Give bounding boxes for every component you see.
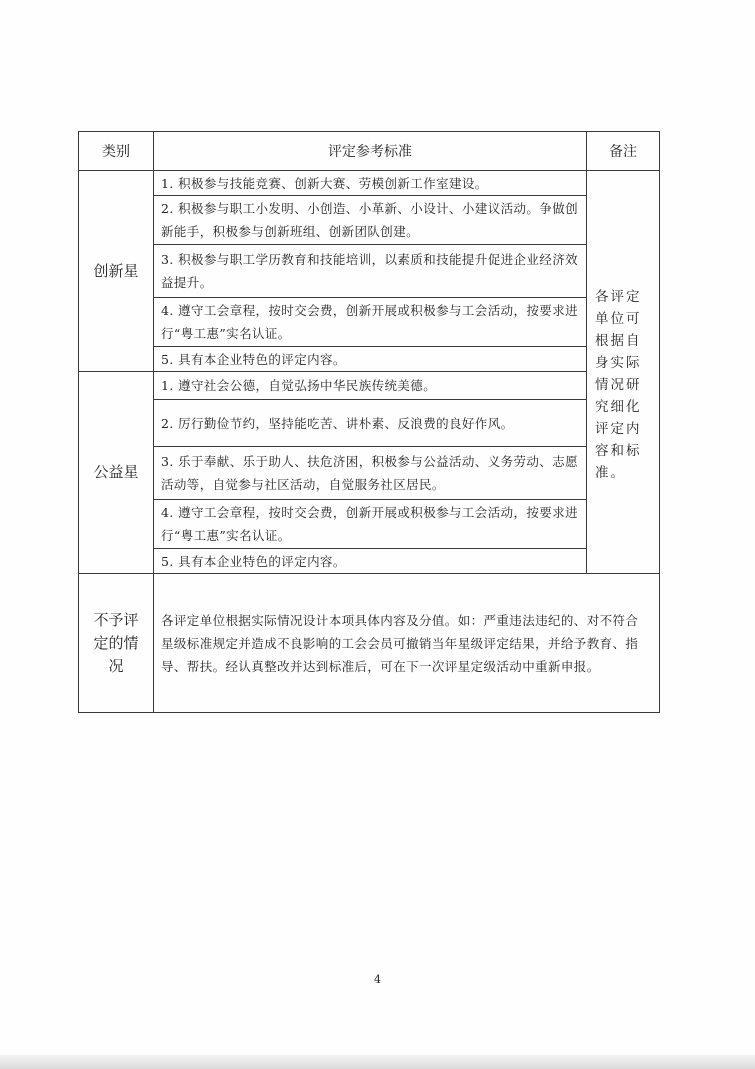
table-row [79, 298, 660, 347]
welfare-item-4: 4. 遵守工会章程，按时交会费，创新开展或积极参与工会活动，按要求进行“粤工惠”实名认证。 [154, 500, 587, 549]
table-row [79, 245, 660, 298]
table-row [79, 347, 660, 372]
welfare-item-3: 3. 乐于奉献、乐于助人、扶危济困，积极参与公益活动、义务劳动、志愿活动等，自觉参与社区活动，自觉服务社区居民。 [154, 447, 587, 500]
header-row [79, 132, 660, 171]
header-notes: 备注 [587, 132, 660, 171]
innovation-item-3: 3. 积极参与职工学历教育和技能培训，以素质和技能提升促进企业经济效益提升。 [154, 245, 587, 298]
innovation-item-2: 2. 积极参与职工小发明、小创造、小革新、小设计、小建议活动。争做创新能手，积极参与创新班组、创新团队创建。 [154, 196, 587, 245]
table-row [79, 400, 660, 447]
category-exclusion: 不予评定的情况 [79, 574, 154, 713]
exclusion-text: 各评定单位根据实际情况设计本项具体内容及分值。如：严重违法违纪的、对不符合星级标准规定并造成不良影响的工会会员可撤销当年星级评定结果，并给予教育、指导、帮扶。经认真整改并达到标准后，可在下一次评星定级活动中重新申报。 [154, 574, 660, 713]
innovation-item-1: 1. 积极参与技能竞赛、创新大赛、劳模创新工作室建设。 [154, 171, 587, 196]
category-public-welfare-star: 公益星 [79, 372, 154, 574]
category-innovation-star: 创新星 [79, 171, 154, 372]
innovation-item-5: 5. 具有本企业特色的评定内容。 [154, 347, 587, 372]
welfare-item-2: 2. 厉行勤俭节约，坚持能吃苦、讲朴素、反浪费的良好作风。 [154, 400, 587, 447]
table-row [79, 447, 660, 500]
header-category: 类别 [79, 132, 154, 171]
table-row [79, 500, 660, 549]
notes-cell [587, 171, 660, 574]
innovation-item-4: 4. 遵守工会章程，按时交会费，创新开展或积极参与工会活动，按要求进行“粤工惠”实名认证。 [154, 298, 587, 347]
table-row [79, 574, 660, 713]
table-row [79, 171, 660, 196]
table-row [79, 549, 660, 574]
header-criteria: 评定参考标准 [154, 132, 587, 171]
table-row [79, 372, 660, 400]
scan-edge-shadow [0, 1055, 755, 1069]
page-number: 4 [374, 973, 381, 986]
welfare-item-5: 5. 具有本企业特色的评定内容。 [154, 549, 587, 574]
notes-text: 各评定单位可根据自身实际情况研究细化评定内容和标准。 [595, 289, 642, 481]
star-rating-criteria-table [78, 131, 660, 713]
welfare-item-1: 1. 遵守社会公德，自觉弘扬中华民族传统美德。 [154, 372, 587, 400]
table-row [79, 196, 660, 245]
